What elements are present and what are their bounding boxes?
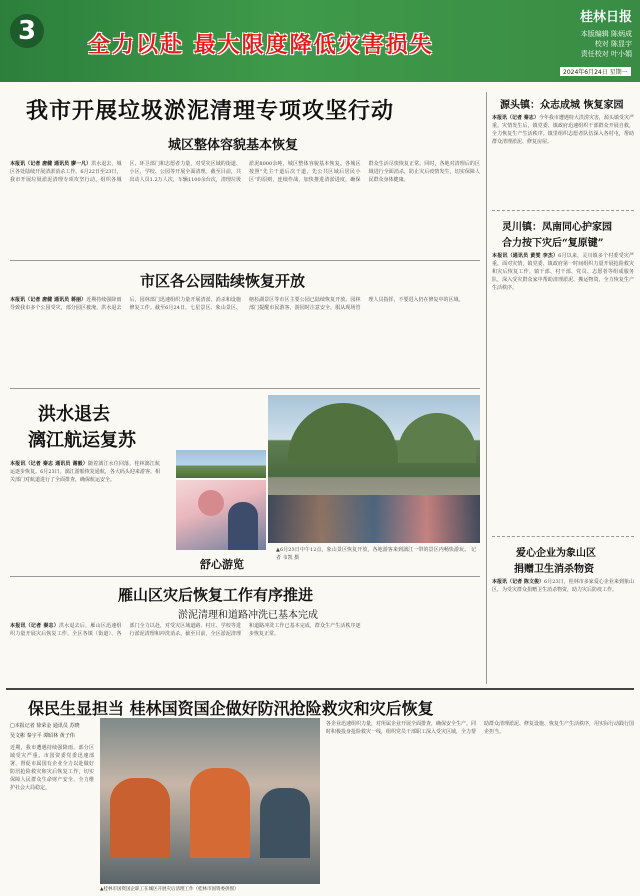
- right-article-1-body: [492, 114, 634, 204]
- li-river-article-body: [10, 460, 160, 572]
- worker-figure: [190, 768, 250, 858]
- right-text-1: 今年我市遭遇特大洪涝灾害，源头镇受灾严重。灾情发生后，镇党委、镇政府迅速组织干部群众开展自救，全力恢复生产生活秩序。镇里组织志愿者队伍深入各村屯，帮助群众清理淤泥、修复房屋。: [492, 115, 634, 145]
- right-byline-2: 本报讯（通讯员 黄雯 李杰）: [492, 253, 559, 259]
- tourist-figure: [228, 502, 258, 550]
- right-text-3: 6月23日，桂林市多家爱心企业来到象山区，为受灾群众捐赠卫生消杀物资，助力灾后防疫工作。: [492, 579, 634, 593]
- yanshan-subheadline: 淤泥清理和道路冲洗已基本完成: [178, 610, 318, 621]
- issue-date: 2024年6月24日 星期一: [560, 67, 631, 76]
- lead-subheadline: 城区整体容貌基本恢复: [168, 138, 299, 153]
- bottom-left-body: 近期，我市遭遇持续强降雨，部分区域受灾严重。市国资委党委迅速部署，督促市属国有企业全力以赴做好防汛抢险救灾和灾后恢复工作，切实保障人民群众生命财产安全，全力维护社会大局稳定。: [10, 745, 94, 791]
- photo-credit: 记者 韦凯 摄: [276, 547, 476, 561]
- tourist-photo: [176, 480, 266, 550]
- masthead-checker: 责任校对 叶小娟: [580, 50, 632, 58]
- lead-headline: 我市开展垃圾淤泥清理专项攻坚行动: [26, 98, 395, 124]
- divider: [10, 576, 480, 577]
- right-headline-3b: 捐赠卫生消杀物资: [514, 564, 594, 575]
- divider: [492, 210, 634, 211]
- bottom-photo-caption: ▲桂林市国资国企职工在城区开展灾后清理工作（桂林市国资委供图）: [100, 887, 239, 892]
- right-byline-3: 本报讯（记者 陈文俊）: [492, 579, 545, 585]
- masthead-editor: 本版编辑 陈炳成: [580, 30, 632, 38]
- river-photo: [176, 450, 266, 478]
- bottom-reporters: □本报记者 徐荣金 通讯员 苏晓: [10, 723, 80, 729]
- right-headline-1: 源头镇：众志成城 恢复家园: [500, 100, 624, 111]
- right-byline-1: 本报讯（记者 秦志）: [492, 115, 539, 121]
- photo-title: 舒心游览: [200, 558, 244, 571]
- divider: [492, 536, 634, 537]
- crowd: [268, 495, 480, 543]
- page-number: 3: [10, 14, 44, 48]
- li-river-text: 随着漓江水位回落，桂林漓江航运逐步恢复。6月23日，漓江游船恢复通航，各大码头迎来游客。相关部门对航道进行了全面排查，确保航运安全。: [10, 461, 160, 483]
- li-river-headline-line1: 洪水退去: [38, 404, 110, 425]
- photo-caption: [276, 546, 476, 564]
- right-text-2: 6月以来，灵川镇多个村委受灾严重，面对灾情，镇党委、镇政府第一时间组织力量开展抢险救灾和灾后恢复工作。镇干部、村干部、党员、志愿者等组成服务队，深入受灾群众家中帮助清理淤泥、搬运物资，全力恢复生产生活秩序。: [492, 253, 634, 291]
- parks-headline: 市区各公园陆续恢复开放: [140, 272, 306, 290]
- bottom-headline: 保民生显担当 桂林国资国企做好防汛抢险救灾和灾后恢复: [28, 699, 434, 718]
- yanshan-byline: 本报讯（记者 秦志）: [10, 623, 59, 629]
- divider: [10, 388, 480, 389]
- bottom-right-body: 各企业迅速组织力量，对所属企业开展全面排查，确保安全生产。同时积极投身抢险救灾一线，组织党员干部职工深入受灾区域，全力帮助群众清理淤泥、修复设施、恢复生产生活秩序，用实际行动践行国企担当。: [326, 721, 634, 735]
- karst-hill: [398, 413, 476, 463]
- header-slogan: 全力以赴 最大限度降低灾害损失: [88, 33, 434, 58]
- parks-byline: 本报讯（记者 唐健 通讯员 蒋丽）: [10, 297, 87, 303]
- masthead-proofreader: 校对 陈显宇: [594, 40, 632, 48]
- section-rule: [6, 688, 634, 690]
- parks-text: 近期持续强降雨导致我市多个公园受灾，部分园区被淹。洪水退去后，园林部门迅速组织力量开展清淤、消杀和设施修复工作。截至6月24日，七星景区、象山景区、榕杉湖景区等市区主要公园已陆续恢复开放。园林部门提醒市民游客，游园时注意安全，服从现场管理人员指挥，不要进入仍在修复中的区域。: [10, 297, 464, 311]
- li-river-headline-line2: 漓江航运复苏: [28, 430, 136, 451]
- bottom-photo: [100, 718, 320, 884]
- right-article-3-body: [492, 578, 634, 684]
- bottom-sub-reporters: 吴文彬 秦宇平 谭昭林 黄子伟: [10, 733, 75, 739]
- column-divider: [486, 92, 487, 684]
- karst-hill: [288, 403, 398, 463]
- masthead-block: [540, 6, 632, 59]
- right-headline-3a: 爱心企业为象山区: [516, 548, 596, 559]
- photo-caption-text: ▲6月23日中午12点，象山景区恢复开放，各地游客来到漓江一带的景区内畅快游玩。: [276, 547, 470, 553]
- yanshan-article-body: [10, 622, 480, 684]
- lead-byline: 本报讯（记者 唐健 通讯员 廖一凡）: [10, 161, 92, 167]
- worker-figure: [260, 788, 310, 858]
- li-river-byline: 本报讯（记者 秦志 通讯员 谢毅）: [10, 461, 88, 467]
- right-headline-2a: 灵川镇：凤南同心护家园: [502, 222, 612, 233]
- lead-text: 洪水退去，城区各处陆续开展清淤消杀工作。6月22日至23日，我市开展垃圾淤泥清理专项攻坚行动，组织各城区、环卫部门和志愿者力量，对受灾区域的街道、小区、学校、公园等开展全面清理。截至目前，共出动人员1.2万人次，车辆1100余台次，清理垃圾淤泥8000余吨，城区整体容貌基本恢复。各城区按照“先主干道后次干道、先公共区域后居民小区”的原则，连续作战，加快推进清淤进度，确保群众生活尽快恢复正常。同时，各地对清理后的区域进行全面消杀，防止灾后疫情发生，切实保障人民群众身体健康。: [10, 161, 480, 183]
- right-headline-2b: 合力按下灾后“复原键”: [502, 238, 604, 249]
- scenic-photo: [268, 395, 480, 543]
- tourist-figure: [198, 490, 224, 516]
- masthead-logo: 桂林日报: [579, 10, 632, 25]
- right-article-2-body: [492, 252, 634, 528]
- parks-article-body: [10, 296, 480, 382]
- lead-article-body: [10, 160, 480, 250]
- worker-figure: [110, 778, 170, 858]
- yanshan-text: 洪水退去后，雁山区迅速组织力量开展灾后恢复工作。全区各镇（街道）、各部门全力以赴，对受灾区域道路、村庄、学校等进行淤泥清理和冲洗消杀。截至目前，全区淤泥清理和道路冲洗工作已基本完成，群众生产生活秩序逐步恢复正常。: [10, 623, 361, 637]
- yanshan-headline: 雁山区灾后恢复工作有序推进: [118, 586, 314, 604]
- divider: [10, 260, 480, 261]
